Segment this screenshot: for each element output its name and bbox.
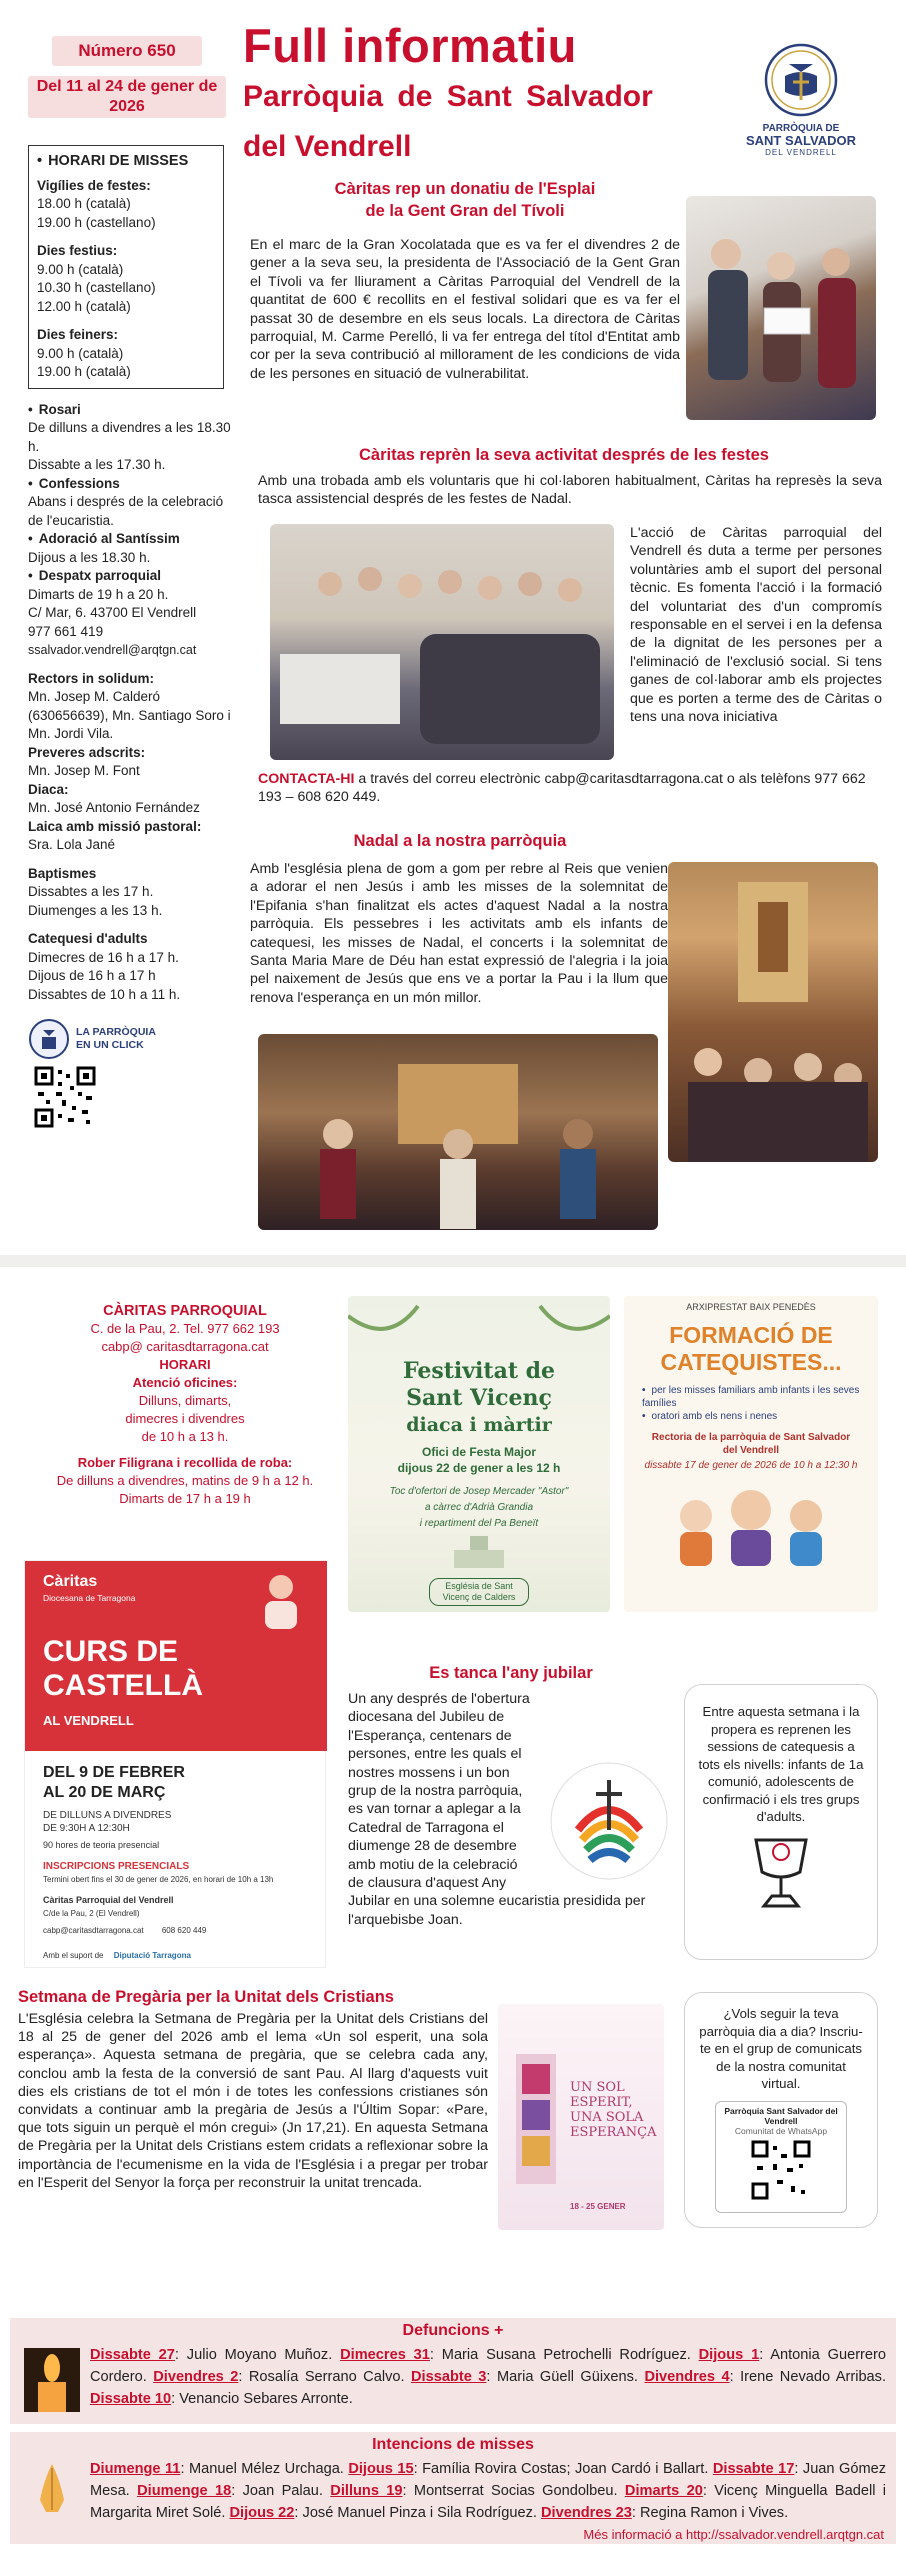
- curs-support-label: Amb el suport de: [43, 1951, 104, 1960]
- donation-photo-icon: [686, 196, 876, 420]
- curs-phone: 608 620 449: [161, 1926, 207, 1935]
- article-1-text: En el marc de la Gran Xocolatada que es va fer el divendres 2 de gener a la seva seu, la presidenta de l'Associació de la Gent Gran el Tívoli va fer lliurament a Càritas Parroquial del Vendrell de la quantitat de 600 € recollits en el festival solidari que es va fer el passat 30 de desembre en els seus locals. La directora de Càritas parroquial, M. Carme Perelló, li va fer entrega del títol d'Entitat amb cor per la seva contribució al millorament de les condicions de vida de les persones en situació de vulnerabilitat.: [250, 237, 680, 382]
- article-3-title: Nadal a la nostra parròquia: [353, 832, 567, 850]
- festes-item: 18.00 h (català): [37, 196, 131, 211]
- volunteers-photo-icon: [270, 524, 614, 760]
- intencions-band: [10, 2432, 896, 2544]
- curs-place: AL VENDRELL: [43, 1713, 134, 1728]
- article-1-title: [250, 178, 680, 222]
- laica-label: Laica amb missió pastoral:: [28, 818, 202, 834]
- whatsapp-card[interactable]: [715, 2101, 847, 2213]
- donation-photo: [686, 196, 876, 420]
- festivitat-carrec: a càrrec d'Adrià Grandia: [424, 1502, 534, 1513]
- defuncio-item: Dijous 1: Antonia Guerrero Cordero.: [90, 2347, 887, 2385]
- setmana-title: Setmana de Pregària per la Unitat dels Cristians: [18, 1988, 394, 2006]
- caritas-card-rober-time: De dilluns a divendres, matins de 9 h a 12 h.: [56, 1473, 314, 1488]
- chalice-icon: [726, 1834, 836, 1912]
- feiners-item: 19.00 h (català): [37, 364, 131, 379]
- praying-hands-icon: [24, 2460, 80, 2516]
- baptismes-item: Dissabtes a les 17 h.: [28, 884, 154, 899]
- logo-line-3: DEL VENDRELL: [765, 148, 837, 157]
- catequesi-box: [684, 1684, 878, 1960]
- festivitat-pa: i repartiment del Pa Beneït: [419, 1518, 539, 1529]
- intencio-item: Dissabte 17: Juan Gómez Mesa.: [90, 2461, 887, 2499]
- defuncions-band: [10, 2318, 896, 2424]
- jubilee-logo-icon: [548, 1760, 670, 1882]
- intencio-item: Diumenge 11: Manuel Mélez Urchaga.: [90, 2461, 344, 2477]
- section-divider: [0, 1255, 906, 1267]
- curs-title-2: CASTELLÀ: [43, 1669, 203, 1702]
- caritas-card-rober-time: Dimarts de 17 h a 19 h: [119, 1491, 251, 1506]
- caritas-card-day: dimecres i divendres: [125, 1411, 245, 1426]
- curs-poster: [24, 1560, 326, 1968]
- despatx-email[interactable]: ssalvador.vendrell@arqtgn.cat: [28, 643, 197, 657]
- festivitat-toc: Toc d'ofertori de Josep Mercader "Astor": [389, 1486, 569, 1497]
- article-1-title-line-2: de la Gent Gran del Tívoli: [365, 202, 565, 220]
- defuncio-item: Dimecres 31: Maria Susana Petrochelli Rodríguez.: [340, 2347, 691, 2363]
- curs-support: [43, 1949, 273, 1962]
- intencions-title: Intencions de misses: [372, 2436, 534, 2453]
- rosari-item: De dilluns a divendres a les 18.30 h.: [28, 420, 231, 454]
- despatx-item: C/ Mar, 6. 43700 El Vendrell: [28, 605, 197, 620]
- rosari-item: Dissabte a les 17.30 h.: [28, 457, 166, 472]
- article-2-intro: Amb una trobada amb els voluntaris que hi col·laboren habitualment, Càritas ha represès la seva tasca assistencial després de les festes de Nadal.: [258, 473, 882, 508]
- page-subtitle-2: del Vendrell: [243, 130, 412, 163]
- defuncio-item: Dissabte 27: Julio Moyano Muñoz.: [90, 2347, 333, 2363]
- whatsapp-qr-icon: [751, 2140, 811, 2200]
- festivitat-title-2: Sant Vicenç: [406, 1385, 552, 1411]
- festes-label: Vigílies de festes:: [37, 177, 151, 193]
- intencions-list: [90, 2458, 886, 2524]
- formacio-title-2: CATEQUISTES...: [660, 1349, 842, 1375]
- mass-schedule-box: [28, 145, 224, 389]
- mass-heading: • HORARI DE MISSES: [37, 152, 215, 171]
- curs-org-addr: C/de la Pau, 2 (El Vendrell): [43, 1909, 140, 1918]
- curs-brand-sub: Diocesana de Tarragona: [43, 1593, 136, 1603]
- volunteers-photo: [270, 524, 614, 760]
- catequesi-box-text: Entre aquesta setmana i la propera es reprenen les sessions de catequesis a tots els nivells: infants de 1a comunió, adolescents de confirmació i els tres grups d'adults.: [698, 1704, 864, 1824]
- rosari-label: • Rosari: [28, 401, 233, 420]
- jubileu-logo: [544, 1760, 674, 1888]
- festius-item: 10.30 h (castellano): [37, 280, 156, 295]
- curs-contacts: [43, 1924, 273, 1937]
- article-1-title-line-1: Càritas rep un donatiu de l'Esplai: [334, 180, 596, 198]
- jubileu-text: Un any després de l'obertura diocesana del Jubileu de l'Esperança, centenars de persones, entre les quals el nostres mossens i un bon grup de la nostra parròquia, es van tornar a aplegar a la Catedral de Tarragona el diumenge 28 de desembre amb motiu de la celebració de clausura d'aquest Any Jubilar en una solemne eucaristia presidida per l'arquebisbe Joan.: [348, 1691, 646, 1928]
- feiners-item: 9.00 h (català): [37, 345, 124, 361]
- page-subtitle-1: Parròquia de Sant Salvador: [243, 80, 653, 113]
- festes-item: 19.00 h (castellano): [37, 214, 156, 230]
- catequesi-item: Dijous de 16 h a 17 h: [28, 968, 156, 983]
- intencio-item: Dijous 15: Família Rovira Costas; Joan Cardó i Ballart.: [348, 2461, 709, 2477]
- caritas-card-day: Dilluns, dimarts,: [138, 1393, 232, 1408]
- formacio-title-1: FORMACIÓ DE: [669, 1322, 833, 1348]
- festivitat-title-1: Festivitat de: [402, 1358, 556, 1384]
- diaca-label: Diaca:: [28, 781, 69, 797]
- curs-inscr: INSCRIPCIONS PRESENCIALS: [43, 1861, 190, 1872]
- kings-photo: [258, 1034, 658, 1230]
- festius-item: 12.00 h (català): [37, 298, 131, 314]
- whatsapp-card-sub: Comunitat de WhatsApp: [734, 2125, 828, 2136]
- setmana-poster-date: 18 - 25 GENER: [570, 2202, 626, 2211]
- festivitat-footer: Església de Sant Vicenç de Calders: [429, 1578, 529, 1606]
- preveres-label: Preveres adscrits:: [28, 744, 146, 760]
- page-title: Full informatiu: [243, 19, 577, 72]
- baptismes-label: Baptismes: [28, 865, 97, 881]
- curs-hours: 90 hores de teoria presencial: [43, 1840, 160, 1850]
- setmana-poster: [498, 2004, 664, 2230]
- defuncions-title: Defuncions +: [402, 2322, 504, 2339]
- parish-click-link[interactable]: [28, 1018, 233, 1060]
- children-illustration-icon: [656, 1476, 846, 1566]
- curs-dates-1: DEL 9 DE FEBRER: [43, 1764, 185, 1781]
- caritas-card-atencio: Atenció oficines:: [132, 1375, 238, 1390]
- despatx-phone: 977 661 419: [28, 623, 104, 639]
- logo-line-1: PARRÒQUIA DE: [762, 123, 840, 134]
- intencio-item: Dijous 22: José Manuel Pinza i Sila Rodríguez.: [229, 2505, 537, 2521]
- festivitat-title-3: diaca i màrtir: [406, 1414, 552, 1436]
- intencio-item: Dilluns 19: Montserrat Socias Gondolbeu.: [330, 2483, 618, 2499]
- curs-brand: Càritas: [43, 1573, 98, 1590]
- curs-support-org: Diputació Tarragona: [113, 1951, 191, 1960]
- kings-photo-icon: [258, 1034, 658, 1230]
- whatsapp-card-title: Parròquia Sant Salvador del Vendrell: [724, 2105, 838, 2126]
- formacio-top: ARXIPRESTAT BAIX PENEDÈS: [686, 1302, 816, 1312]
- confessions-label: • Confessions: [28, 475, 233, 494]
- defuncio-item: Dissabte 3: Maria Güell Güixens.: [411, 2369, 638, 2385]
- rectors-text: Mn. Josep M. Calderó (630656639), Mn. Santiago Soro i Mn. Jordi Vila.: [28, 689, 231, 741]
- curs-inscr-note: Termini obert fins el 30 de gener de 2026, en horari de 10h a 13h: [43, 1875, 274, 1884]
- intencio-item: Dimarts 20: Vicenç Minguella Badell i Margarita Miret Solé.: [90, 2483, 887, 2521]
- article-2-contact: [258, 770, 882, 807]
- church-photo: [668, 862, 878, 1162]
- formacio-place: Rectoria de la parròquia de Sant Salvador del Vendrell: [651, 1432, 851, 1456]
- adoracio-text: Dijous a les 18.30 h.: [28, 549, 151, 565]
- caritas-card-horari: HORARI: [159, 1357, 211, 1372]
- candle-icon: [24, 2348, 80, 2412]
- formacio-bullet: • oratori amb els nens i nenes: [642, 1410, 860, 1423]
- formacio-bullet: • per les misses familiars amb infants i les seves famílies: [642, 1384, 860, 1410]
- formacio-poster: [624, 1296, 878, 1612]
- parish-logo: [745, 42, 857, 166]
- sidebar: [28, 145, 233, 1134]
- parish-emblem-icon: [761, 42, 841, 118]
- baptismes-item: Diumenges a les 13 h.: [28, 902, 163, 918]
- church-photo-icon: [668, 862, 878, 1162]
- caritas-card-title: CÀRITAS PARROQUIAL: [103, 1303, 267, 1319]
- article-3-text: Amb l'església plena de gom a gom per rebre al Reis que venien a adorar el nen Jesús i amb les misses de la solemnitat de l'Epifania s'han finalitzat els actes d'aquest Nadal a la nostra parròquia. Els pessebres i les activitats amb els infants de catequesi, les misses de Nadal, el concerts i la solemnitat de Santa Maria Mare de Déu han estat expressió de l'alegria i la joia pel naixement de Jesús que ens ve a portar la Pau i la llum que renova l'esperança en un món millor.: [250, 861, 668, 1006]
- caritas-card-day: de 10 h a 13 h.: [141, 1429, 229, 1444]
- festivitat-date: dijous 22 de gener a les 12 h: [397, 1461, 561, 1475]
- diaca-text: Mn. José Antonio Fernández: [28, 800, 200, 815]
- setmana-poster-1: UN SOL ESPERIT,: [570, 2080, 633, 2110]
- defuncio-item: Dissabte 10: Venancio Sebares Arronte.: [90, 2391, 353, 2407]
- curs-org: Càritas Parroquial del Vendrell: [43, 1895, 174, 1905]
- issue-dates: Del 11 al 24 de gener de 2026: [28, 76, 226, 118]
- laica-text: Sra. Lola Jané: [28, 837, 116, 852]
- confessions-text: Abans i després de la celebració de l'eucaristia.: [28, 494, 224, 528]
- preveres-text: Mn. Josep M. Font: [28, 763, 140, 778]
- intencio-item: Diumenge 18: Joan Palau.: [137, 2483, 323, 2499]
- catequesi-label: Catequesi d'adults: [28, 931, 148, 946]
- stained-glass-icon: [506, 2044, 566, 2194]
- rectors-label: Rectors in solidum:: [28, 670, 155, 686]
- issue-box: [28, 28, 226, 124]
- parish-click-icon: [28, 1018, 70, 1060]
- parish-click-title: LA PARRÒQUIA EN UN CLICK: [76, 1026, 156, 1051]
- defuncions-list: [90, 2344, 886, 2410]
- defuncio-item: Divendres 2: Rosalía Serrano Calvo.: [153, 2369, 405, 2385]
- festius-item: 9.00 h (català): [37, 261, 124, 277]
- setmana-poster-2: UNA SOLA: [570, 2110, 644, 2125]
- logo-line-2: SANT SALVADOR: [745, 133, 857, 148]
- contact-text: a través del correu electrònic cabp@caritasdtarragona.cat o als telèfons 977 662 193 – 608 620 449.: [258, 771, 866, 806]
- adoracio-label: • Adoració al Santíssim: [28, 530, 233, 549]
- jubileu-title: Es tanca l'any jubilar: [429, 1664, 593, 1682]
- more-info-link[interactable]: Més informació a http://ssalvador.vendrell.arqtgn.cat: [583, 2527, 884, 2542]
- article-2-title: Càritas reprèn la seva activitat després de les festes: [359, 446, 769, 464]
- setmana-text: L'Església celebra la Setmana de Pregària per la Unitat dels Cristians del 18 al 25 de gener del 2026 amb el lema «Un sol esperit, una sola esperança». Aquesta setmana de pregària, que se celebra cada any, conclou amb la festa de la conversió de sant Pau. Al llarg d'aquests vuit dies els cristians de tot el món i de totes les confessions cristianes són convidats a continuar amb la pregària de Jesús a l'Últim Sopar: «Pare, que tots siguin un perquè el món cregui» (Jn 17,21). En aquesta Setmana de Pregària per la Unitat dels Cristians estem cridats a reflexionar sobre la importància de l'ecumenisme en la vida de l'Església i a pregar per trobar en l'Esperit del Senyor la força per reconstruir la unitat trencada.: [18, 2011, 488, 2191]
- jubileu-text-block: [348, 1690, 674, 1928]
- feiners-label: Dies feiners:: [37, 327, 119, 342]
- defuncio-item: Divendres 4: Irene Nevado Arribas.: [644, 2369, 887, 2385]
- festius-label: Dies festius:: [37, 243, 118, 258]
- qr-code-icon: [34, 1066, 96, 1128]
- curs-email[interactable]: cabp@caritasdtarragona.cat: [43, 1926, 144, 1935]
- curs-schedule-2: DE 9:30H A 12:30H: [43, 1823, 130, 1834]
- contact-label: CONTACTA-HI: [258, 771, 355, 787]
- formacio-date: dissabte 17 de gener de 2026 de 10 h a 12:30 h: [644, 1460, 858, 1471]
- curs-dates-2: AL 20 DE MARÇ: [43, 1784, 166, 1801]
- whatsapp-box: [684, 1992, 878, 2228]
- despatx-label: • Despatx parroquial: [28, 567, 233, 586]
- catequesi-item: Dissabtes de 10 h a 11 h.: [28, 986, 181, 1002]
- qr-code[interactable]: [34, 1066, 233, 1134]
- intencio-item: Divendres 23: Regina Ramon i Vives.: [541, 2505, 789, 2521]
- setmana-poster-3: ESPERANÇA: [570, 2125, 657, 2140]
- whatsapp-text: ¿Vols seguir la teva parròquia dia a dia? Inscriu-te en el grup de comunicats de la nostra comunitat virtual.: [699, 2006, 863, 2091]
- despatx-item: Dimarts de 19 h a 20 h.: [28, 586, 169, 602]
- caritas-card-rober: Rober Filigrana i recollida de roba:: [77, 1455, 293, 1470]
- bell-tower-icon: [434, 1534, 524, 1568]
- curs-title-1: CURS DE: [43, 1635, 179, 1668]
- caritas-card: [30, 1302, 340, 1508]
- curs-schedule-1: DE DILLUNS A DIVENDRES: [43, 1810, 172, 1821]
- article-2-side-text: L'acció de Càritas parroquial del Vendrell és duta a terme per persones voluntàries amb el suport del personal tècnic. Es fomenta l'acció i la formació del voluntariat des d'un compromís responsable en el servei i en la defensa de la dignitat de les persones per a l'eliminació de l'exclusió social. Si tens ganes de col·laborar amb els projectes que es porten a terme des de Càritas o tens una nova iniciativa: [630, 525, 882, 726]
- caritas-card-email[interactable]: cabp@ caritasdtarragona.cat: [101, 1339, 269, 1354]
- caritas-card-address: C. de la Pau, 2. Tel. 977 662 193: [90, 1321, 280, 1336]
- person-silhouette-icon: [253, 1569, 309, 1629]
- festivitat-poster: [348, 1296, 610, 1612]
- catequesi-item: Dimecres de 16 h a 17 h.: [28, 949, 179, 965]
- festivitat-ofici: Ofici de Festa Major: [421, 1445, 537, 1459]
- issue-number: Número 650: [52, 36, 202, 66]
